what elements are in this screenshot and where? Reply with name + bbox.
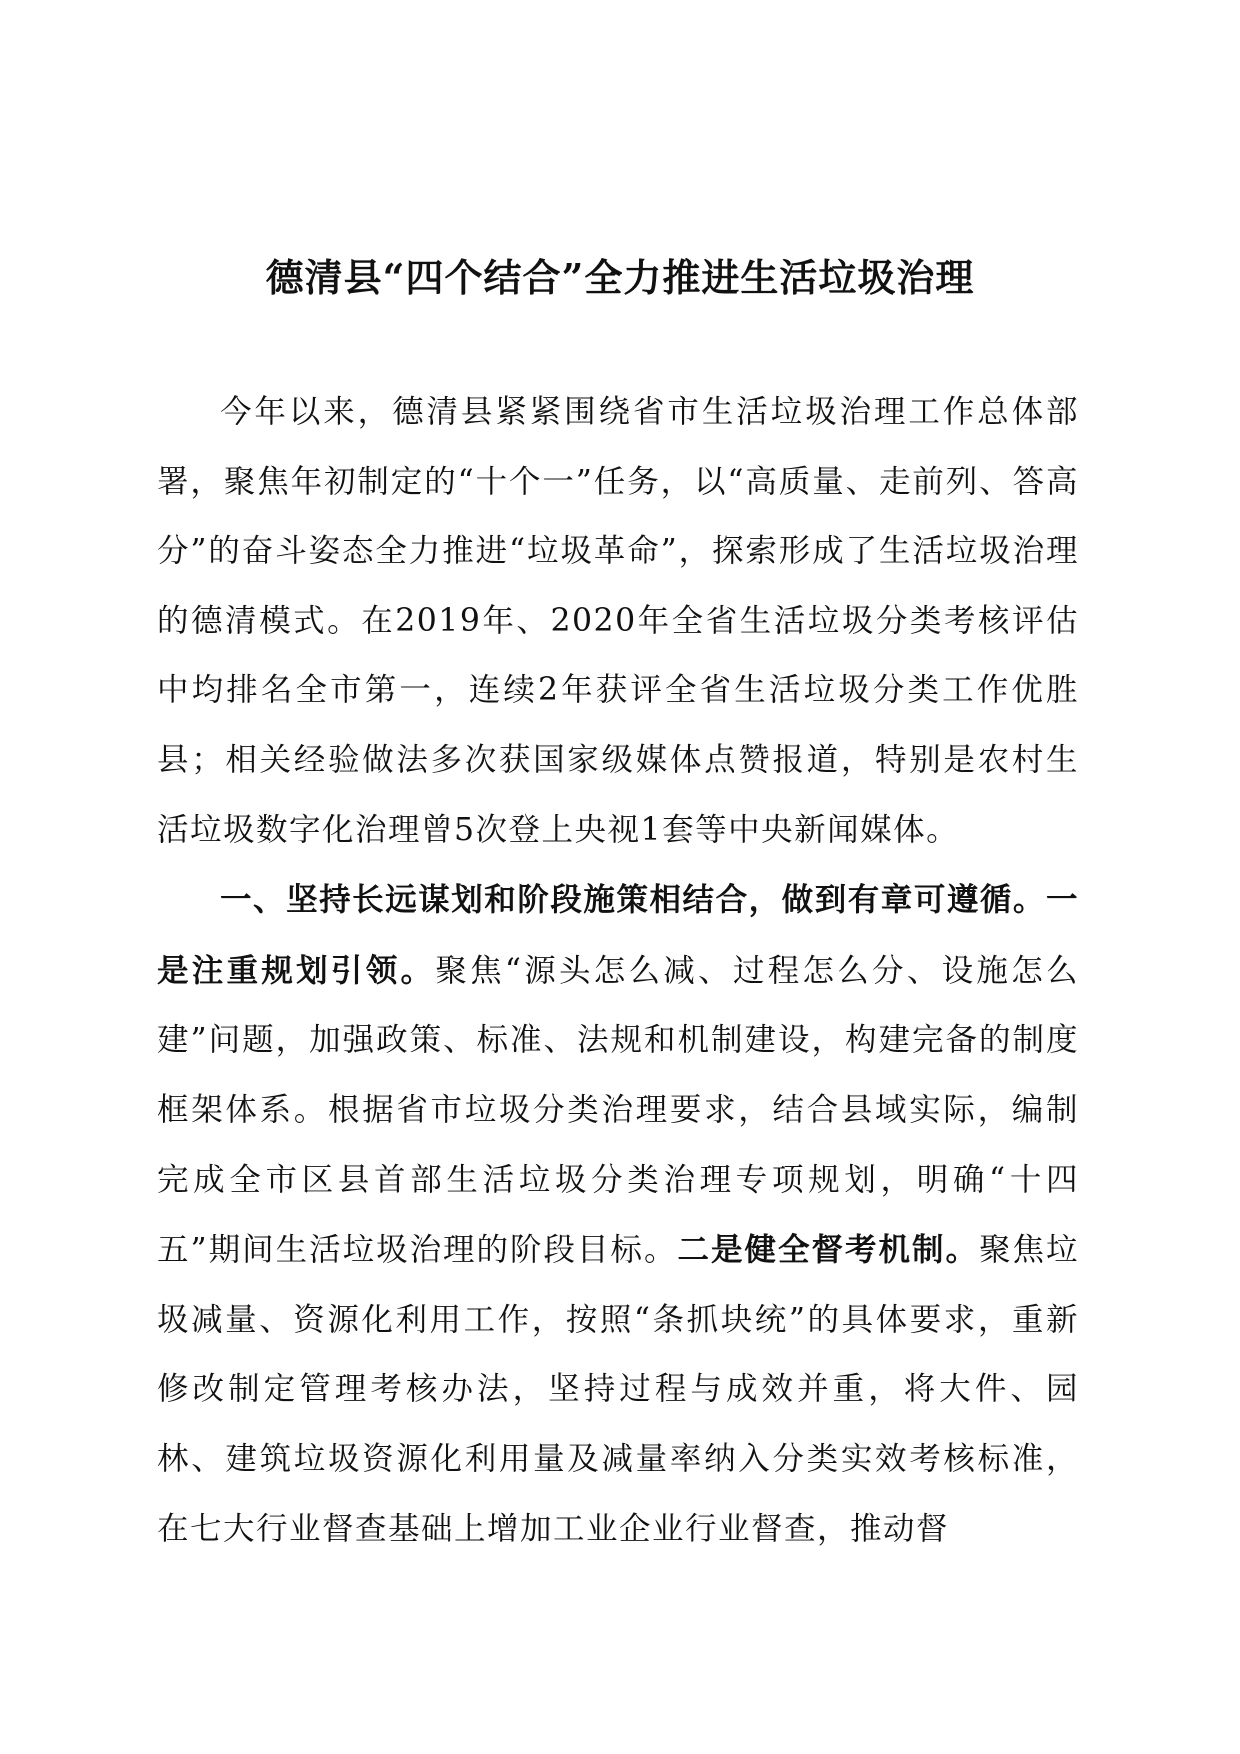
point-1-lead: 一是注重规划引领。 xyxy=(157,881,1079,989)
point-2-lead: 二是健全督考机制。 xyxy=(677,1231,979,1269)
point-1-text: 聚焦“源头怎么减、过程怎么分、设施怎么建”问题，加强政策、标准、法规和机制建设，构建完备的制度框架体系。根据省市垃圾分类治理要求，结合县域实际，编制完成全市区县首部生活垃圾分类治理专项规划，明确“十四五”期间生活垃圾治理的阶段目标。 xyxy=(157,952,1079,1269)
intro-paragraph: 今年以来，德清县紧紧围绕省市生活垃圾治理工作总体部署，聚焦年初制定的“十个一”任务，以“高质量、走前列、答高分”的奋斗姿态全力推进“垃圾革命”，探索形成了生活垃圾治理的德清模式。在2019年、2020年全省生活垃圾分类考核评估中均排名全市第一，连续2年获评全省生活垃圾分类工作优胜县；相关经验做法多次获国家级媒体点赞报道，特别是农村生活垃圾数字化治理曾5次登上央视1套等中央新闻媒体。 xyxy=(157,394,1079,848)
point-2-text: 聚焦垃圾减量、资源化利用工作，按照“条抓块统”的具体要求，重新修改制定管理考核办法，坚持过程与成效并重，将大件、园林、建筑垃圾资源化利用量及减量率纳入分类实效考核标准，在七大行业督查基础上增加工业企业行业督查，推动督 xyxy=(157,1232,1079,1547)
section-1-paragraph xyxy=(157,865,1079,1564)
document-body xyxy=(157,378,1079,1564)
document-title: 德清县“四个结合”全力推进生活垃圾治理 xyxy=(265,255,975,300)
section-1-heading: 一、坚持长远谋划和阶段施策相结合，做到有章可遵循。 xyxy=(220,881,1046,919)
